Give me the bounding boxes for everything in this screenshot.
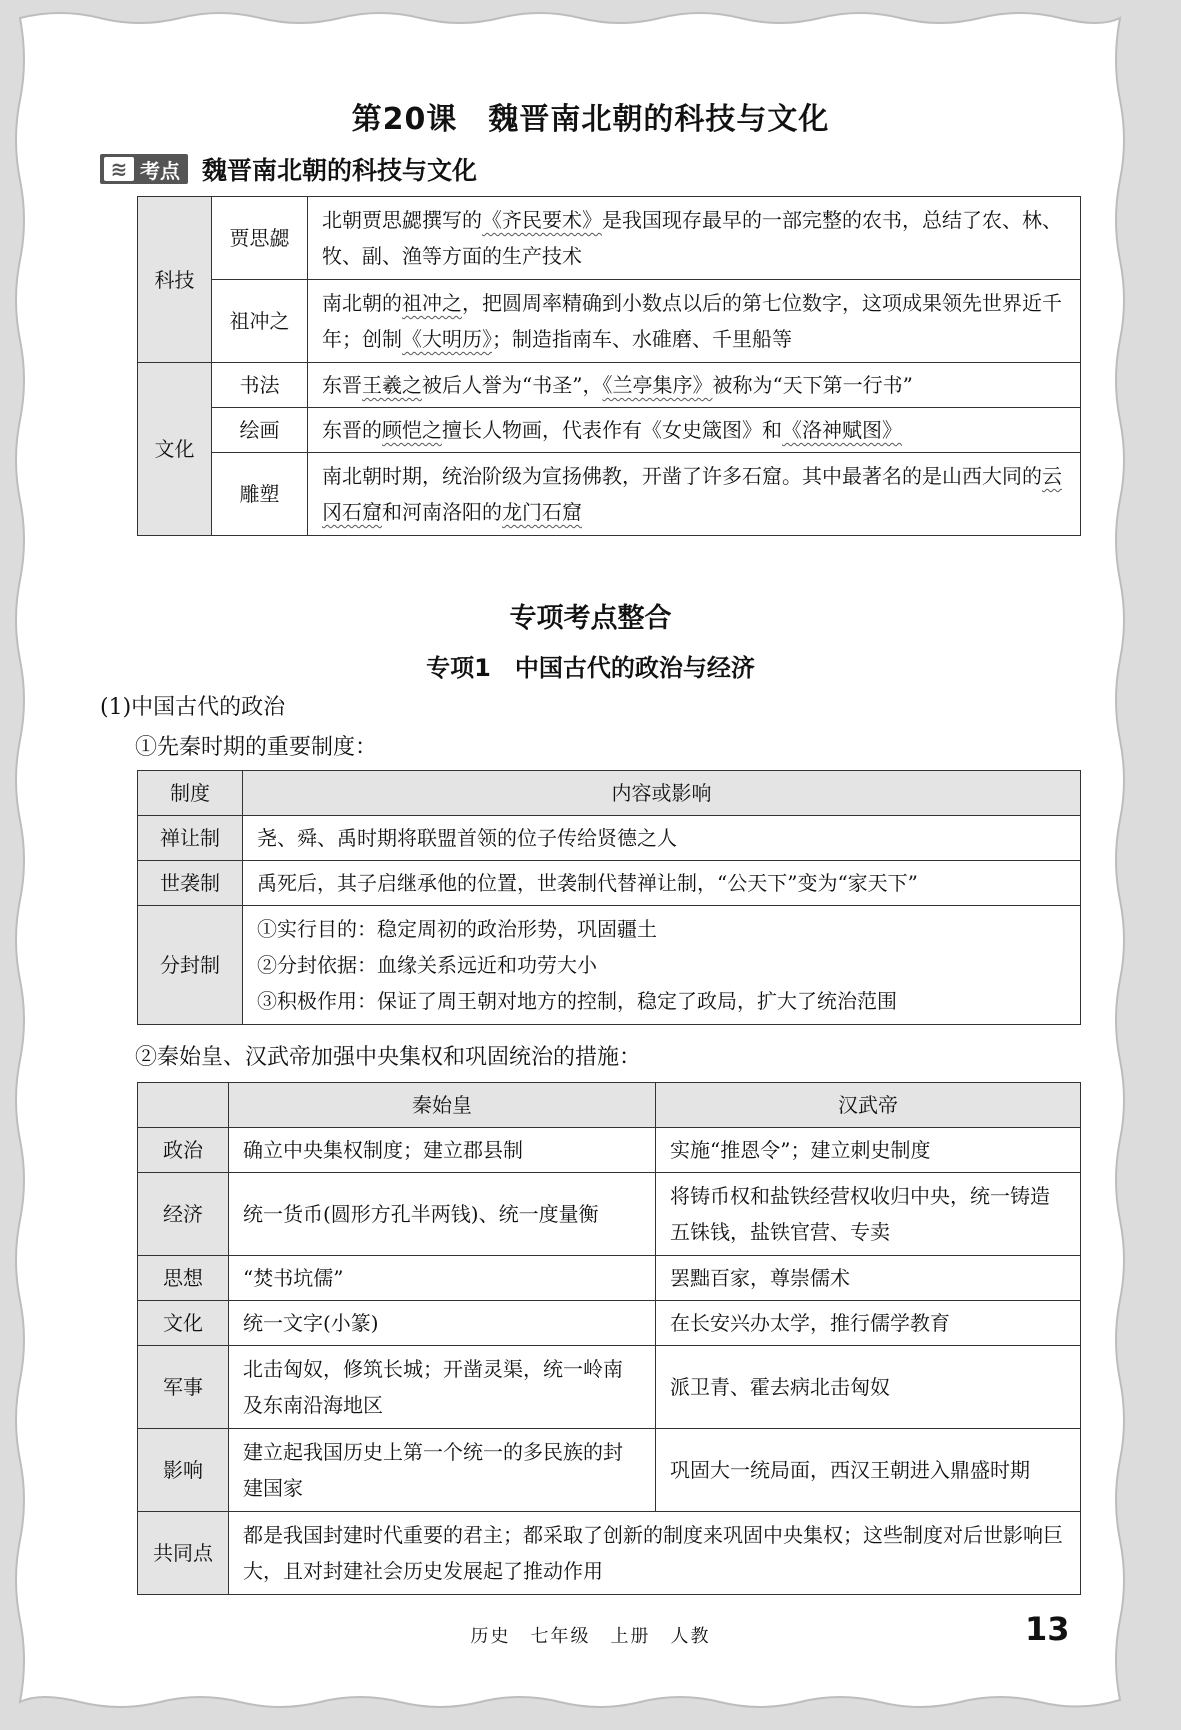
- han-cell: 派卫青、霍去病北击匈奴: [656, 1346, 1081, 1429]
- row-line: ②分封依据：血缘关系远近和功劳大小: [257, 953, 597, 977]
- row-name: 世袭制: [138, 861, 243, 906]
- row-name: 祖冲之: [212, 280, 308, 363]
- pre-qin-systems-table: [137, 770, 1081, 1025]
- qin-cell: 统一货币(圆形方孔半两钱)、统一度量衡: [229, 1173, 656, 1256]
- qin-cell: “焚书坑儒”: [229, 1256, 656, 1301]
- row-name: 军事: [138, 1346, 229, 1429]
- column-header: 汉武帝: [656, 1083, 1081, 1128]
- kaodian-header: [100, 152, 477, 186]
- row-content: 南北朝的祖冲之，把圆周率精确到小数点以后的第七位数字，这项成果领先世界近千年；创制《大明历》；制造指南车、水碓磨、千里船等: [308, 280, 1081, 363]
- row-line: ①实行目的：稳定周初的政治形势，巩固疆土: [257, 917, 657, 941]
- row-content: 尧、舜、禹时期将联盟首领的位子传给贤德之人: [243, 816, 1081, 861]
- group-label-keji: 科技: [138, 197, 212, 363]
- footer: 历史 七年级 上册 人教: [470, 1626, 711, 1647]
- row-line: ③积极作用：保证了周王朝对地方的控制，稳定了政局，扩大了统治范围: [257, 989, 897, 1013]
- row-name: 禅让制: [138, 816, 243, 861]
- common-cell: 都是我国封建时代重要的君主；都采取了创新的制度来巩固中央集权；这些制度对后世影响巨大，且对封建社会历史发展起了推动作用: [229, 1512, 1081, 1595]
- row-name: 书法: [212, 363, 308, 408]
- column-header: [138, 1083, 229, 1128]
- group-label-wenhua: 文化: [138, 363, 212, 536]
- table-row: [138, 197, 1081, 280]
- table-header-row: [138, 771, 1081, 816]
- row-name: 贾思勰: [212, 197, 308, 280]
- wave-icon: ≋: [104, 157, 134, 181]
- row-content: 南北朝时期，统治阶级为宣扬佛教，开凿了许多石窟。其中最著名的是山西大同的云冈石窟和河南洛阳的龙门石窟: [308, 453, 1081, 536]
- section-title: 专项考点整合: [509, 603, 672, 634]
- row-content: 东晋王羲之被后人誉为“书圣”，《兰亭集序》被称为“天下第一行书”: [308, 363, 1081, 408]
- paragraph-pre-qin: ①先秦时期的重要制度：: [135, 735, 378, 760]
- row-content: 东晋的顾恺之擅长人物画，代表作有《女史箴图》和《洛神赋图》: [308, 408, 1081, 453]
- qin-cell: 确立中央集权制度；建立郡县制: [229, 1128, 656, 1173]
- paragraph-qin-han: ②秦始皇、汉武帝加强中央集权和巩固统治的措施：: [135, 1045, 642, 1070]
- table-row: [138, 1173, 1081, 1256]
- qin-cell: 北击匈奴，修筑长城；开凿灵渠，统一岭南及东南沿海地区: [229, 1346, 656, 1429]
- kaodian-title: 魏晋南北朝的科技与文化: [202, 156, 478, 185]
- row-content: [243, 906, 1081, 1025]
- table-row: [138, 363, 1081, 408]
- keji-wenhua-table: [137, 196, 1081, 536]
- han-cell: 罢黜百家，尊崇儒术: [656, 1256, 1081, 1301]
- table-row: [138, 1128, 1081, 1173]
- row-name: 共同点: [138, 1512, 229, 1595]
- row-name: 雕塑: [212, 453, 308, 536]
- column-header: 内容或影响: [243, 771, 1081, 816]
- qin-cell: 统一文字(小篆): [229, 1301, 656, 1346]
- row-name: 分封制: [138, 906, 243, 1025]
- table-row: [138, 1429, 1081, 1512]
- column-header: 制度: [138, 771, 243, 816]
- table-row: [138, 861, 1081, 906]
- han-cell: 在长安兴办太学，推行儒学教育: [656, 1301, 1081, 1346]
- table-row: [138, 1512, 1081, 1595]
- sub-title: 专项1 中国古代的政治与经济: [426, 654, 755, 682]
- table-row: [138, 1256, 1081, 1301]
- qin-han-table: [137, 1082, 1081, 1595]
- table-row: [138, 816, 1081, 861]
- row-name: 影响: [138, 1429, 229, 1512]
- han-cell: 将铸币权和盐铁经营权收归中央，统一铸造五铢钱，盐铁官营、专卖: [656, 1173, 1081, 1256]
- kaodian-badge-label: 考点: [140, 158, 180, 183]
- row-content: 北朝贾思勰撰写的《齐民要术》是我国现存最早的一部完整的农书，总结了农、林、牧、副、渔等方面的生产技术: [308, 197, 1081, 280]
- table-row: [138, 408, 1081, 453]
- table-row: [138, 453, 1081, 536]
- table-row: [138, 906, 1081, 1025]
- row-name: 思想: [138, 1256, 229, 1301]
- table-header-row: [138, 1083, 1081, 1128]
- table-row: [138, 280, 1081, 363]
- qin-cell: 建立起我国历史上第一个统一的多民族的封建国家: [229, 1429, 656, 1512]
- lesson-title: 第20课 魏晋南北朝的科技与文化: [351, 102, 830, 137]
- kaodian-badge: [100, 154, 188, 184]
- row-name: 经济: [138, 1173, 229, 1256]
- table-row: [138, 1346, 1081, 1429]
- paragraph-politics: (1)中国古代的政治: [100, 695, 286, 720]
- han-cell: 实施“推恩令”；建立刺史制度: [656, 1128, 1081, 1173]
- page-number: 13: [1025, 1610, 1070, 1648]
- row-name: 绘画: [212, 408, 308, 453]
- row-name: 政治: [138, 1128, 229, 1173]
- row-content: 禹死后，其子启继承他的位置，世袭制代替禅让制，“公天下”变为“家天下”: [243, 861, 1081, 906]
- row-name: 文化: [138, 1301, 229, 1346]
- han-cell: 巩固大一统局面，西汉王朝进入鼎盛时期: [656, 1429, 1081, 1512]
- column-header: 秦始皇: [229, 1083, 656, 1128]
- table-row: [138, 1301, 1081, 1346]
